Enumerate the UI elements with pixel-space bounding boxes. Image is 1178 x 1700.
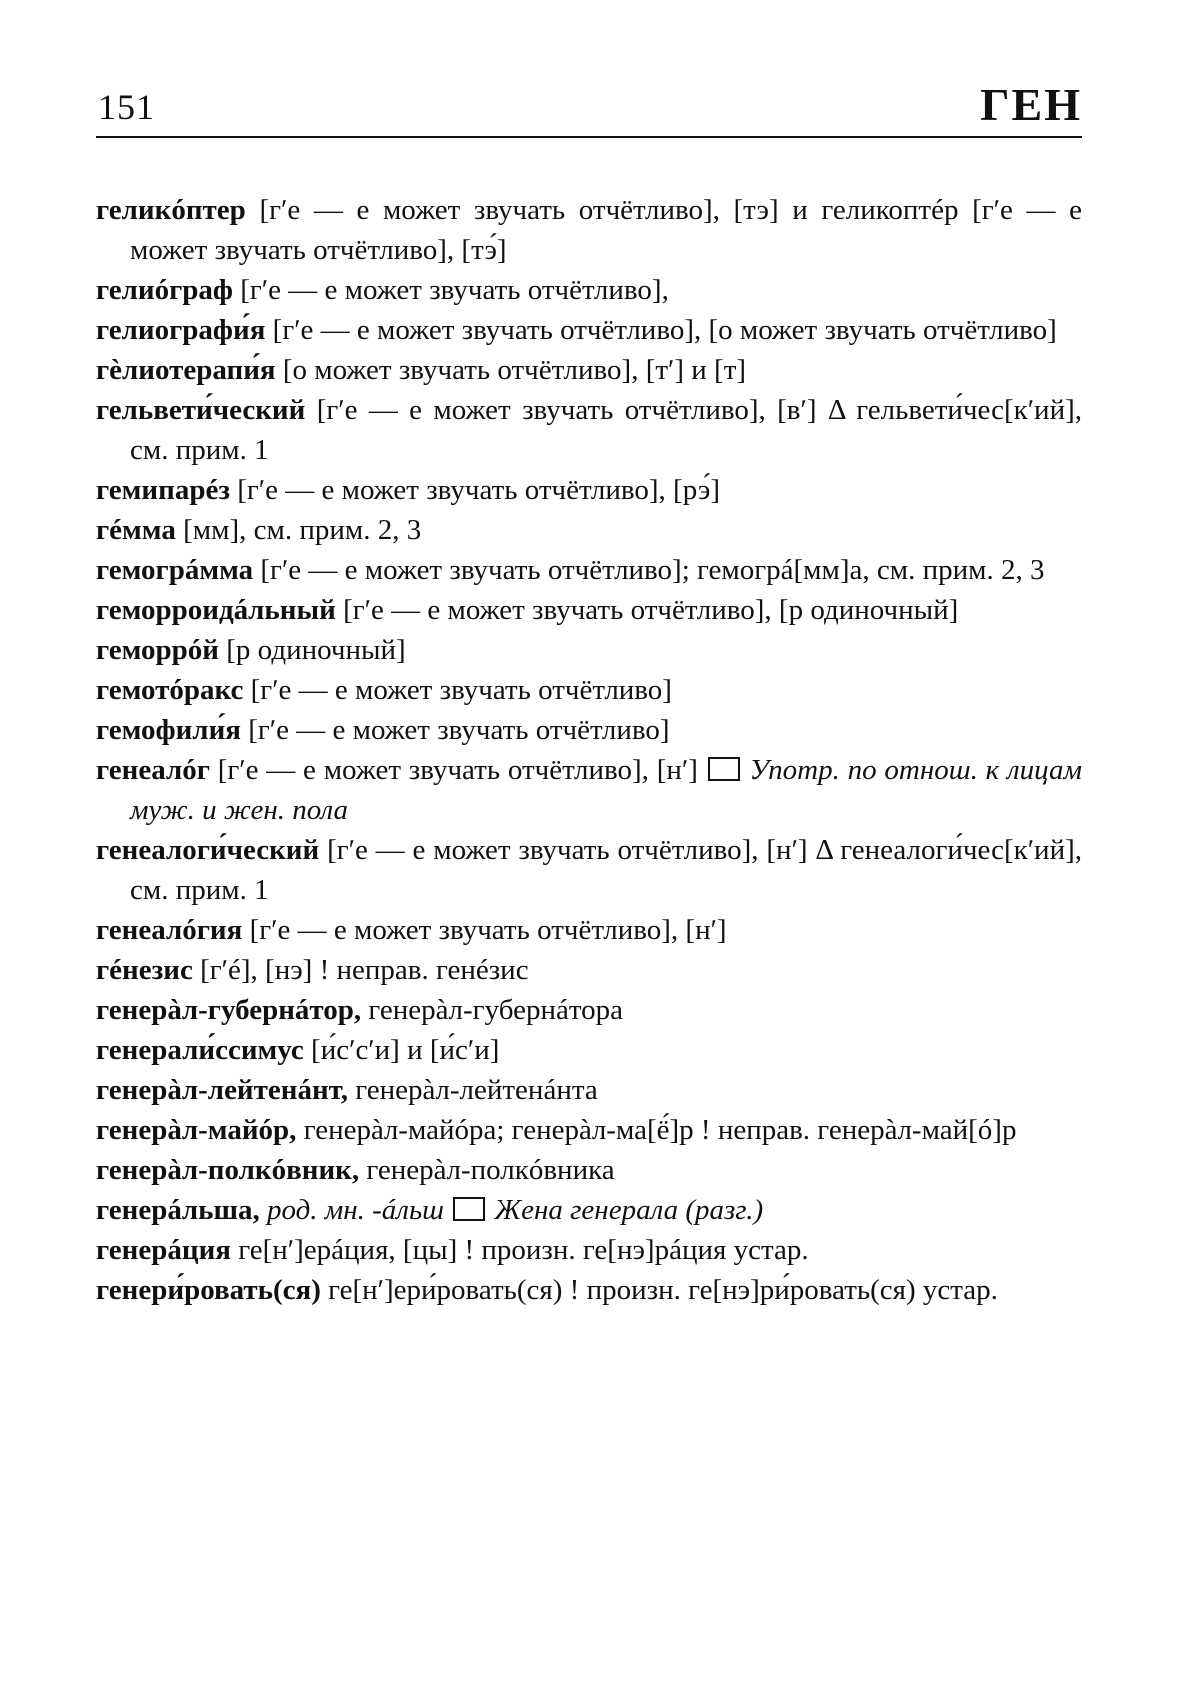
entry-headword: гемофили́я bbox=[96, 714, 241, 746]
dictionary-entry bbox=[96, 750, 1082, 830]
entry-headword: гельвети́ческий bbox=[96, 394, 306, 426]
dictionary-entry bbox=[96, 950, 1082, 990]
dictionary-entry bbox=[96, 470, 1082, 510]
entries-list bbox=[96, 190, 1082, 1310]
entry-headword: генерàл-полкóвник, bbox=[96, 1154, 360, 1186]
dictionary-entry bbox=[96, 1270, 1082, 1310]
usage-note-box-icon bbox=[453, 1197, 485, 1221]
dictionary-entry bbox=[96, 670, 1082, 710]
entry-headword: гелиóграф bbox=[96, 274, 233, 306]
entry-headword: генеалóг bbox=[96, 754, 210, 786]
entry-headword: генерàл-губернáтор, bbox=[96, 994, 362, 1026]
entry-headword: гèлиотерапи́я bbox=[96, 354, 276, 386]
entry-body: генерàл-губернáтора bbox=[368, 994, 623, 1026]
dictionary-entry bbox=[96, 910, 1082, 950]
entry-body: [о может звучать отчётливо], [тʹ] и [т] bbox=[282, 354, 747, 386]
entry-headword: геморроидáльный bbox=[96, 594, 336, 626]
entry-body: [мм], см. прим. 2, 3 bbox=[183, 514, 422, 546]
dictionary-entry bbox=[96, 590, 1082, 630]
dictionary-entry bbox=[96, 270, 1082, 310]
dictionary-entry bbox=[96, 1030, 1082, 1070]
entry-headword: генери́ровать(ся) bbox=[96, 1274, 321, 1306]
entry-body: [гʹе — е может звучать отчётливо]; гемогрá[мм]а, см. прим. 2, 3 bbox=[260, 554, 1045, 586]
entry-body: [гʹе — е может звучать отчётливо], [нʹ] Δ генеалоги́чес[кʹий], см. прим. 1 bbox=[130, 834, 1083, 906]
entry-body: [р одиночный] bbox=[226, 634, 406, 666]
entry-body: [гʹе — е может звучать отчётливо], [нʹ] bbox=[217, 754, 698, 786]
running-head: ГЕН bbox=[980, 79, 1082, 130]
entry-body: ге[нʹ]ерáция, [цы] ! произн. ге[нэ]рáция устар. bbox=[238, 1234, 809, 1266]
entry-headword: генеалóгия bbox=[96, 914, 243, 946]
dictionary-entry bbox=[96, 1190, 1082, 1230]
entry-headword: гéмма bbox=[96, 514, 176, 546]
dictionary-entry bbox=[96, 550, 1082, 590]
entry-body: [гʹé], [нэ] ! неправ. генéзис bbox=[200, 954, 529, 986]
entry-body: [гʹе — е может звучать отчётливо], [р одиночный] bbox=[343, 594, 959, 626]
entry-body: ге[нʹ]ери́ровать(ся) ! произн. ге[нэ]ри́ровать(ся) устар. bbox=[328, 1274, 998, 1306]
dictionary-entry bbox=[96, 1230, 1082, 1270]
entry-headword: генерáция bbox=[96, 1234, 231, 1266]
dictionary-entry bbox=[96, 1070, 1082, 1110]
entry-headword: гемотóракс bbox=[96, 674, 244, 706]
dictionary-entry bbox=[96, 350, 1082, 390]
entry-body: [гʹе — е может звучать отчётливо], [вʹ] Δ гельвети́чес[кʹий], см. прим. 1 bbox=[130, 394, 1082, 466]
entry-headword: генерали́ссимус bbox=[96, 1034, 304, 1066]
page-header bbox=[96, 78, 1082, 138]
entry-headword: гемипарéз bbox=[96, 474, 230, 506]
entry-headword: гéнезис bbox=[96, 954, 193, 986]
entry-headword: геморрóй bbox=[96, 634, 219, 666]
dictionary-entry bbox=[96, 1110, 1082, 1150]
entry-body: [гʹе — е может звучать отчётливо], [нʹ] bbox=[249, 914, 727, 946]
entry-body: генерàл-полкóвника bbox=[366, 1154, 615, 1186]
dictionary-entry bbox=[96, 510, 1082, 550]
entry-headword: гелиографи́я bbox=[96, 314, 266, 346]
dictionary-entry bbox=[96, 630, 1082, 670]
entry-body: [гʹе — е может звучать отчётливо], [о может звучать отчётливо] bbox=[272, 314, 1057, 346]
entry-body: генерàл-майóра; генерàл-ма[ё́]р ! неправ. генерàл-май[ó]р bbox=[303, 1114, 1017, 1146]
dictionary-entry bbox=[96, 310, 1082, 350]
entry-body: генерàл-лейтенáнта bbox=[355, 1074, 598, 1106]
entry-headword: генерàл-лейтенáнт, bbox=[96, 1074, 348, 1106]
entry-headword: генерàл-майóр, bbox=[96, 1114, 297, 1146]
usage-note-box-icon bbox=[708, 757, 740, 781]
page-number: 151 bbox=[98, 87, 155, 127]
usage-note: Употр. по отнош. к лицам муж. и жен. пола bbox=[130, 754, 1083, 826]
entry-headword: гемогрáмма bbox=[96, 554, 254, 586]
entry-headword: генерáльша, bbox=[96, 1194, 260, 1226]
dictionary-entry bbox=[96, 990, 1082, 1030]
entry-body: род. мн. -áльш bbox=[266, 1194, 445, 1226]
entry-body: [гʹе — е может звучать отчётливо], bbox=[240, 274, 669, 306]
entry-headword: генеалоги́ческий bbox=[96, 834, 320, 866]
entry-headword: геликóптер bbox=[96, 194, 246, 226]
entry-body: [и́сʹсʹи] и [и́сʹи] bbox=[311, 1034, 500, 1066]
entry-body: [гʹе — е может звучать отчётливо], [тэ] и геликоптéр [гʹе — е может звучать отчётливо], [тэ́] bbox=[130, 194, 1082, 266]
dictionary-entry bbox=[96, 1150, 1082, 1190]
dictionary-entry bbox=[96, 190, 1082, 270]
dictionary-entry bbox=[96, 830, 1082, 910]
dictionary-entry bbox=[96, 390, 1082, 470]
usage-note: Жена генерала (разг.) bbox=[494, 1194, 764, 1226]
entry-body: [гʹе — е может звучать отчётливо] bbox=[248, 714, 670, 746]
entry-body: [гʹе — е может звучать отчётливо] bbox=[250, 674, 672, 706]
entry-body: [гʹе — е может звучать отчётливо], [рэ́] bbox=[237, 474, 721, 506]
dictionary-entry bbox=[96, 710, 1082, 750]
